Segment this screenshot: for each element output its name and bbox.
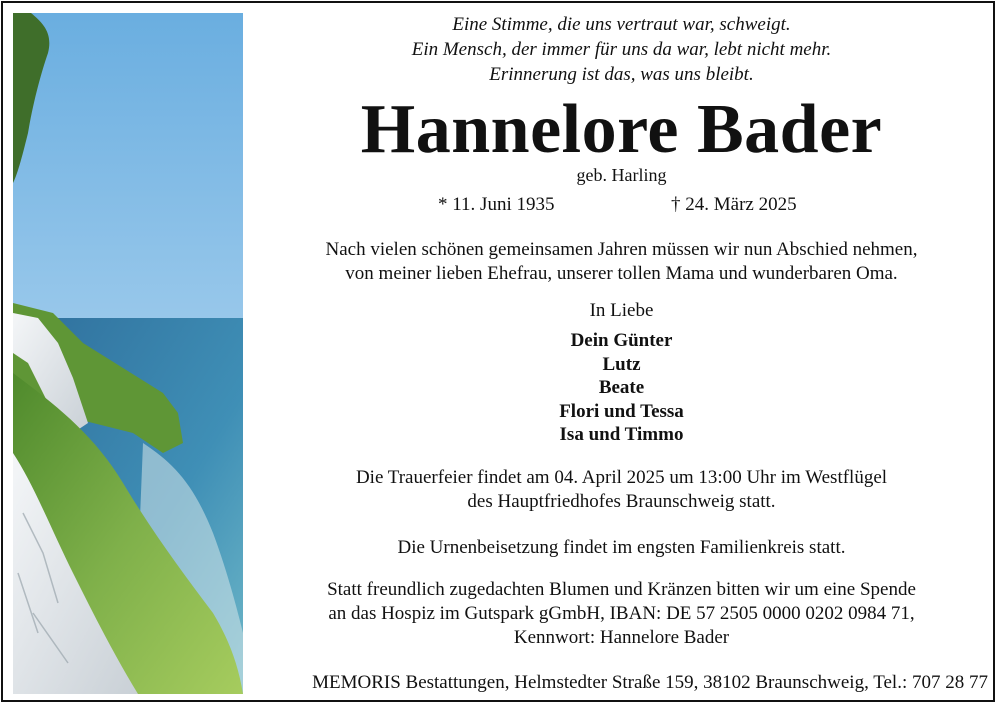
mourner: Beate: [598, 377, 645, 398]
obituary-content: [243, 0, 1000, 707]
life-dates: [243, 193, 1000, 217]
chalk-cliff-coast-photo: [13, 13, 243, 694]
birth-name: geb. Harling: [576, 165, 667, 185]
funeral-home-footer: MEMORIS Bestattungen, Helmstedter Straße 159, 38102 Braunschweig, Tel.: 707 28 77: [312, 672, 988, 693]
mourner: Lutz: [602, 353, 641, 375]
urn-burial-notice: Die Urnenbeisetzung findet im engsten Familienkreis statt.: [397, 537, 846, 558]
donation-line: an das Hospiz im Gutspark gGmbH, IBAN: DE 57 2505 0000 0202 0984 71,: [328, 603, 915, 624]
mourner: Dein Günter: [570, 330, 673, 351]
mourner: Isa und Timmo: [559, 424, 684, 445]
farewell-text: [243, 238, 1000, 286]
in-love-heading: In Liebe: [589, 300, 654, 321]
deceased-name: Hannelore Bader: [360, 91, 883, 168]
donation-request: [243, 578, 1000, 650]
death-date: † 24. März 2025: [671, 194, 797, 215]
service-line: des Hauptfriedhofes Braunschweig statt.: [467, 491, 776, 512]
service-line: Die Trauerfeier findet am 04. April 2025 um 13:00 Uhr im Westflügel: [355, 467, 888, 488]
quote-line: Ein Mensch, der immer für uns da war, lebt nicht mehr.: [411, 39, 832, 60]
donation-line: Kennwort: Hannelore Bader: [513, 627, 730, 648]
quote-line: Eine Stimme, die uns vertraut war, schweigt.: [452, 14, 791, 35]
farewell-line: von meiner lieben Ehefrau, unserer tollen Mama und wunderbaren Oma.: [345, 263, 898, 284]
quote-line: Erinnerung ist das, was uns bleibt.: [489, 64, 754, 85]
birth-date: * 11. Juni 1935: [438, 194, 555, 215]
memorial-quote: [243, 12, 1000, 87]
funeral-service-notice: [243, 466, 1000, 514]
mourner: Flori und Tessa: [559, 400, 684, 422]
donation-line: Statt freundlich zugedachten Blumen und Kränzen bitten wir um eine Spende: [327, 579, 916, 600]
mourners-list: [243, 329, 1000, 447]
farewell-line: Nach vielen schönen gemeinsamen Jahren müssen wir nun Abschied nehmen,: [325, 239, 918, 260]
